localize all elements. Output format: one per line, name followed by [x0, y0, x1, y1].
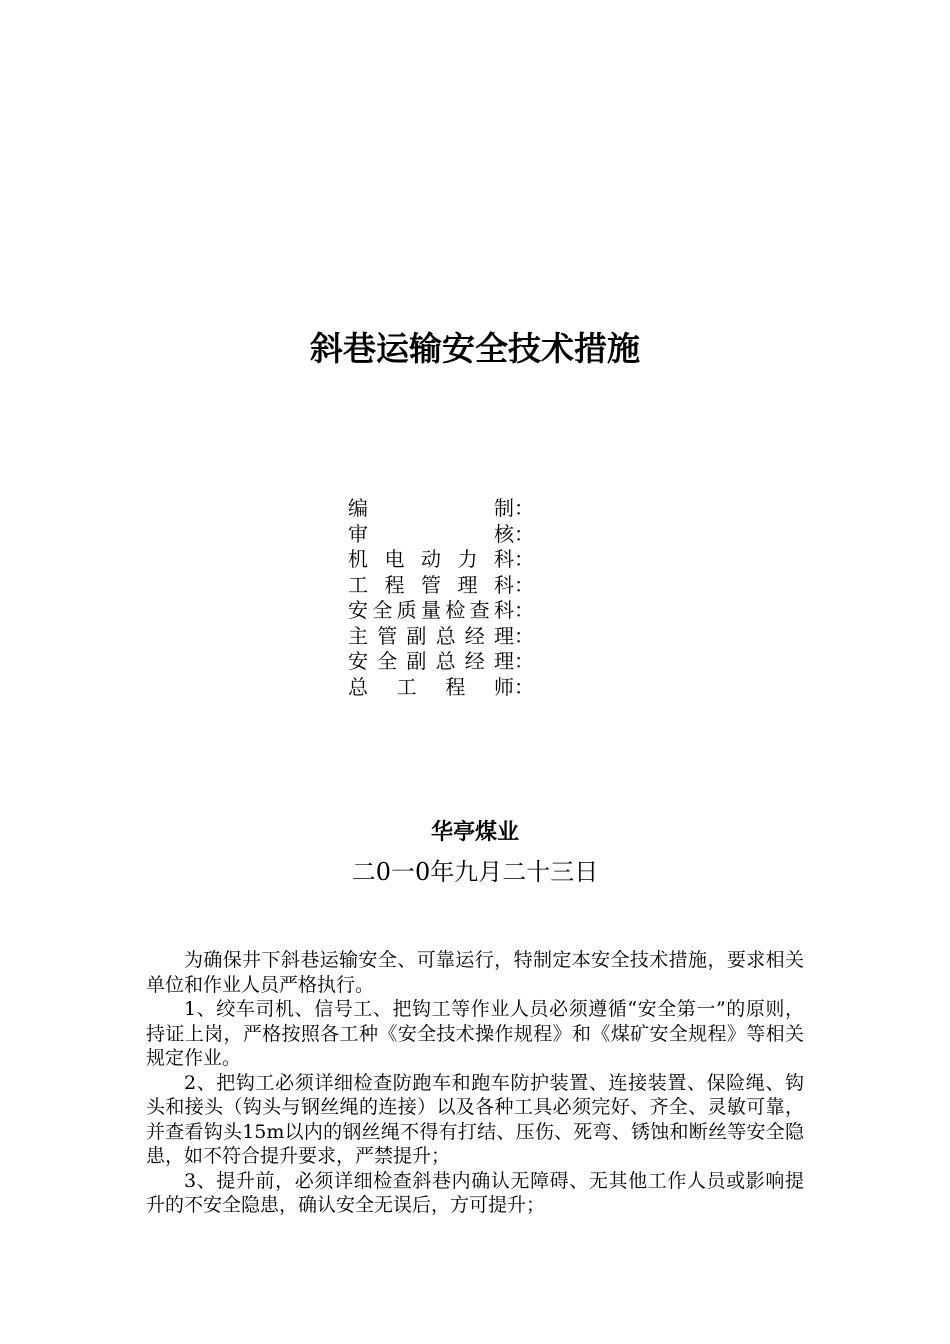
- signoff-label: [348, 573, 514, 599]
- signoff-label-char: 科: [494, 547, 514, 571]
- signoff-row: [348, 598, 534, 624]
- signoff-label-char: 经: [464, 623, 485, 648]
- signoff-colon: ：: [514, 649, 534, 673]
- signoff-label-char: 科: [494, 572, 514, 597]
- signoff-label-char: 理: [457, 572, 478, 597]
- signoff-label-char: 总: [348, 674, 368, 699]
- signoff-label-char: 程: [445, 674, 466, 699]
- body-paragraph: 1、绞车司机、信号工、把钩工等作业人员必须遵循“安全第一”的原则，持证上岗，严格按照各工种《安全技术操作规程》和《煤矿安全规程》等相关规定作业。: [146, 998, 804, 1069]
- signoff-label-char: 理: [493, 649, 514, 673]
- signoff-label-char: 管: [377, 623, 398, 648]
- signoff-label-char: 审: [348, 521, 368, 546]
- signoff-label-char: 安: [348, 598, 368, 622]
- signoff-row: [348, 521, 534, 548]
- signoff-label: [348, 624, 514, 650]
- signoff-label-char: 量: [420, 598, 441, 622]
- signoff-label-char: 管: [421, 572, 441, 597]
- signoff-label-char: 主: [348, 623, 368, 648]
- signoff-colon: ：: [514, 547, 534, 571]
- document-title: 斜巷运输安全技术措施: [310, 329, 640, 368]
- signoff-label-char: 检: [445, 598, 466, 622]
- signoff-label-char: 副: [406, 623, 427, 648]
- signoff-label: [348, 547, 514, 573]
- signoff-row: [348, 674, 534, 701]
- signoff-row: [348, 649, 534, 675]
- signoff-label-char: 科: [493, 598, 514, 622]
- signoff-label: [348, 675, 514, 701]
- signoff-label-char: 机: [348, 547, 368, 571]
- body-paragraph: 2、把钩工必须详细检查防跑车和跑车防护装置、连接装置、保险绳、钩头和接头（钩头与钢丝绳的连接）以及各种工具必须完好、齐全、灵敏可靠，并查看钩头15m以内的钢丝绳不得有打结、压伤、死弯、锈蚀和断丝等安全隐患，如不符合提升要求，严禁提升；: [146, 1071, 804, 1167]
- document-body: [146, 948, 804, 1218]
- signoff-label-char: 电: [384, 547, 405, 571]
- signoff-colon: ：: [514, 674, 534, 699]
- company-name: 华亭煤业: [430, 820, 519, 845]
- signoff-label-char: 核: [494, 521, 514, 546]
- signoff-label-char: 动: [421, 547, 441, 571]
- signoff-label-char: 副: [406, 649, 427, 673]
- signoff-row: [348, 623, 534, 650]
- body-paragraph: 3、提升前，必须详细检查斜巷内确认无障碍、无其他工作人员或影响提升的不安全隐患，确认安全无误后，方可提升；: [146, 1169, 804, 1216]
- signoff-label-char: 工: [396, 674, 417, 699]
- signoff-colon: ：: [514, 598, 534, 622]
- signoff-colon: ：: [514, 496, 534, 520]
- signoff-label-char: 工: [348, 572, 368, 597]
- signoff-list: [348, 496, 534, 700]
- signoff-label: [348, 496, 514, 522]
- signoff-label-char: 查: [469, 598, 490, 622]
- signoff-label-char: 安: [348, 649, 368, 673]
- signoff-label: [348, 522, 514, 548]
- signoff-label-char: 编: [348, 496, 368, 520]
- signoff-row: [348, 547, 534, 573]
- signoff-row: [348, 572, 534, 599]
- signoff-row: [348, 496, 534, 522]
- signoff-label-char: 总: [435, 623, 456, 648]
- signoff-label-char: 理: [493, 623, 514, 648]
- body-paragraph: 为确保井下斜巷运输安全、可靠运行，特制定本安全技术措施，要求相关单位和作业人员严格执行。: [146, 949, 804, 996]
- signoff-label-char: 全: [372, 598, 393, 622]
- signoff-label-char: 全: [377, 649, 398, 673]
- signoff-colon: ：: [514, 521, 534, 546]
- signoff-colon: ：: [514, 572, 534, 597]
- signoff-label: [348, 649, 514, 675]
- signoff-label-char: 程: [384, 572, 405, 597]
- signoff-label-char: 质: [396, 598, 417, 622]
- document-date: 二0一0年九月二十三日: [351, 858, 599, 886]
- signoff-label-char: 总: [435, 649, 456, 673]
- signoff-label-char: 制: [494, 496, 514, 520]
- signoff-label-char: 经: [464, 649, 485, 673]
- signoff-label-char: 师: [493, 674, 514, 699]
- signoff-label: [348, 598, 514, 624]
- signoff-colon: ：: [514, 623, 534, 648]
- signoff-label-char: 力: [457, 547, 478, 571]
